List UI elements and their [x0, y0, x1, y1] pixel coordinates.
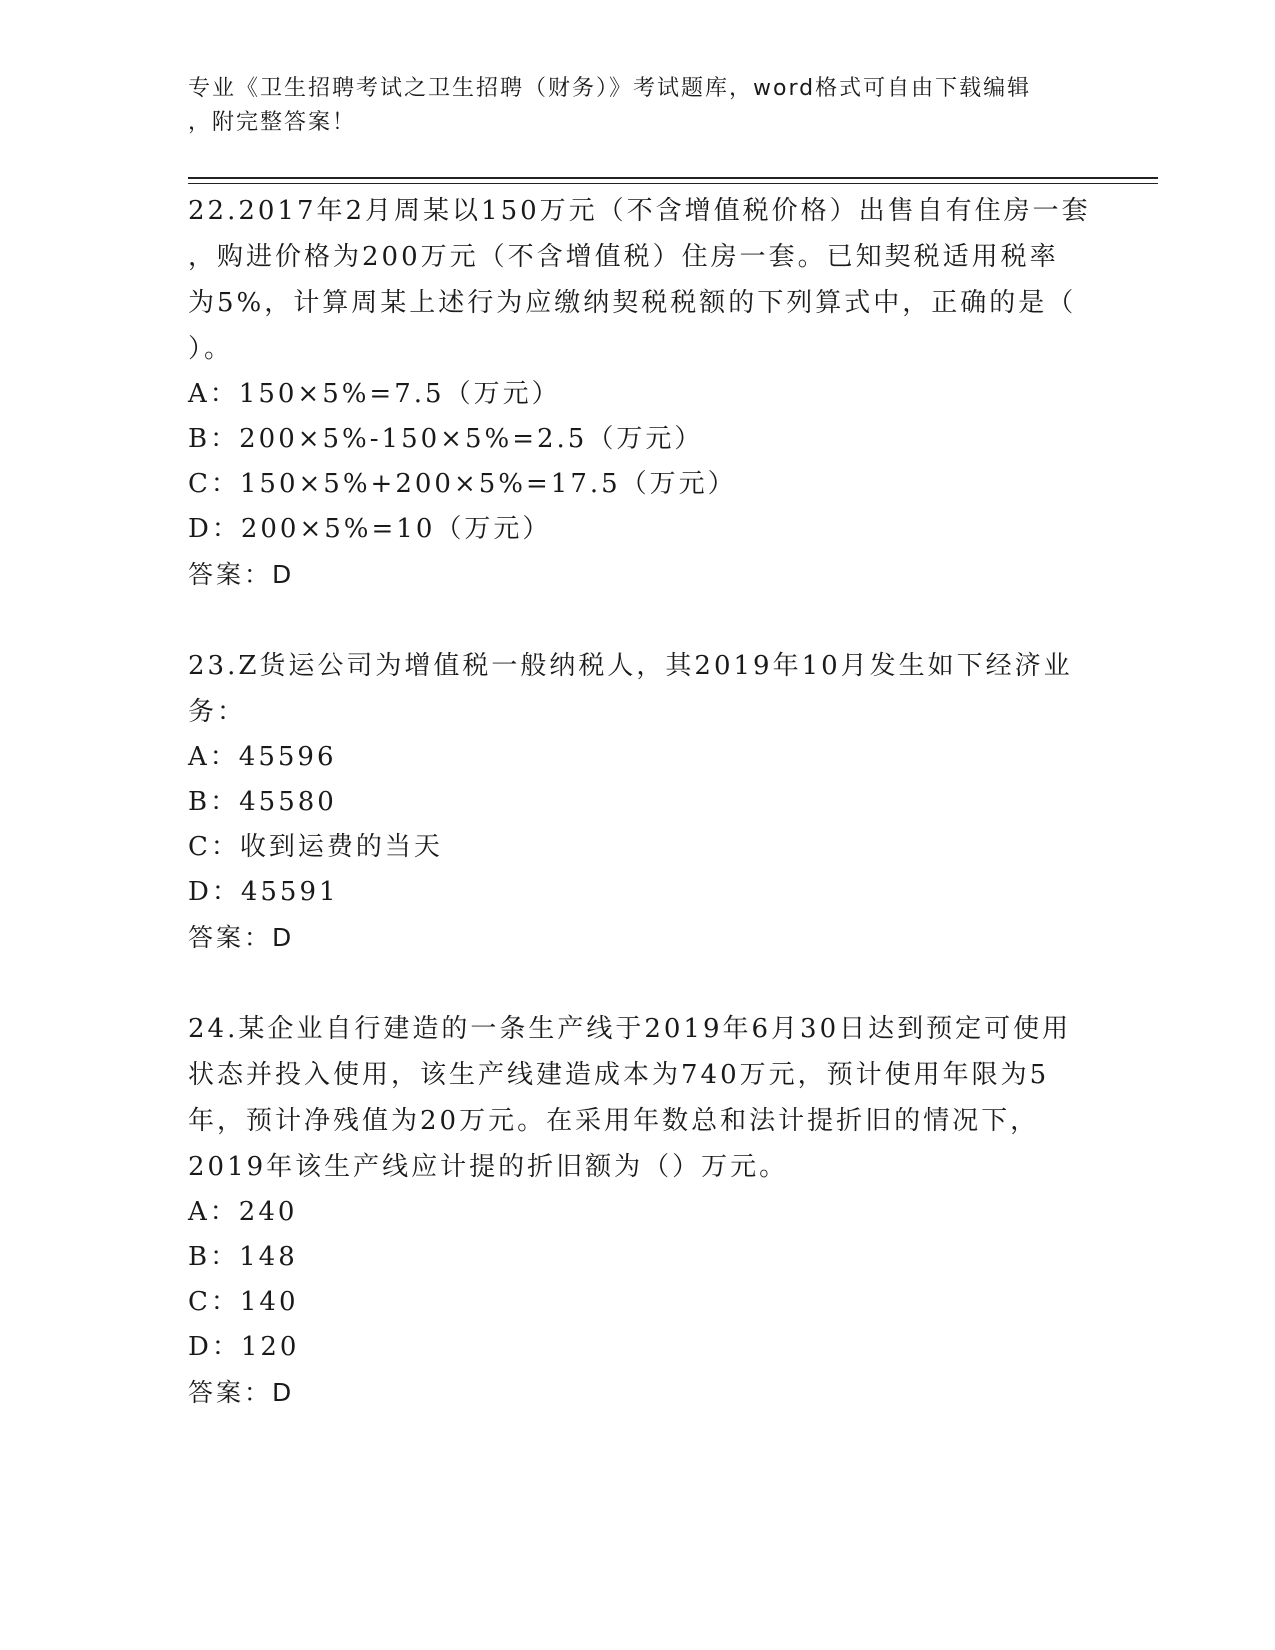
option-c: C：140 — [188, 1287, 299, 1317]
option-a: A：45596 — [188, 742, 337, 772]
question-text-line: 务： — [188, 697, 247, 727]
option-d: D：200×5%=10（万元） — [188, 514, 552, 544]
question-text-line: 23.Z货运公司为增值税一般纳税人，其2019年10月发生如下经济业 — [188, 651, 1073, 681]
question-22 — [188, 188, 1091, 598]
option-c: C：收到运费的当天 — [188, 832, 443, 862]
question-text-line: 22.2017年2月周某以150万元（不含增值税价格）出售自有住房一套 — [188, 196, 1091, 226]
answer-line: 答案：D — [188, 1378, 295, 1407]
option-b: B：45580 — [188, 787, 337, 817]
question-text-line: 年，预计净残值为20万元。在采用年数总和法计提折旧的情况下， — [188, 1106, 1040, 1136]
answer-line: 答案：D — [188, 560, 295, 589]
header-divider — [188, 177, 1158, 179]
question-23 — [188, 643, 1088, 961]
option-a: A：240 — [188, 1197, 298, 1227]
option-c: C：150×5%+200×5%=17.5（万元） — [188, 469, 737, 499]
question-text-line: ）。 — [188, 334, 234, 364]
question-text-line: ，购进价格为200万元（不含增值税）住房一套。已知契税适用税率 — [188, 242, 1059, 272]
question-text-line: 为5%，计算周某上述行为应缴纳契税税额的下列算式中，正确的是（ — [188, 288, 1077, 318]
option-a: A：150×5%=7.5（万元） — [188, 379, 561, 409]
option-b: B：148 — [188, 1242, 298, 1272]
question-text-line: 状态并投入使用，该生产线建造成本为740万元，预计使用年限为5 — [188, 1060, 1050, 1090]
option-d: D：45591 — [188, 877, 339, 907]
option-b: B：200×5%-150×5%=2.5（万元） — [188, 424, 704, 454]
question-text-line: 24.某企业自行建造的一条生产线于2019年6月30日达到预定可使用 — [188, 1014, 1072, 1044]
answer-line: 答案：D — [188, 923, 295, 952]
header-line: 专业《卫生招聘考试之卫生招聘（财务）》考试题库，word格式可自由下载编辑 — [188, 76, 1032, 101]
header-divider-thin — [188, 183, 1158, 184]
question-24 — [188, 1006, 1088, 1416]
question-text-line: 2019年该生产线应计提的折旧额为（）万元。 — [188, 1152, 789, 1182]
header-line: ，附完整答案！ — [188, 110, 357, 135]
document-header — [188, 72, 1088, 140]
option-d: D：120 — [188, 1332, 300, 1362]
